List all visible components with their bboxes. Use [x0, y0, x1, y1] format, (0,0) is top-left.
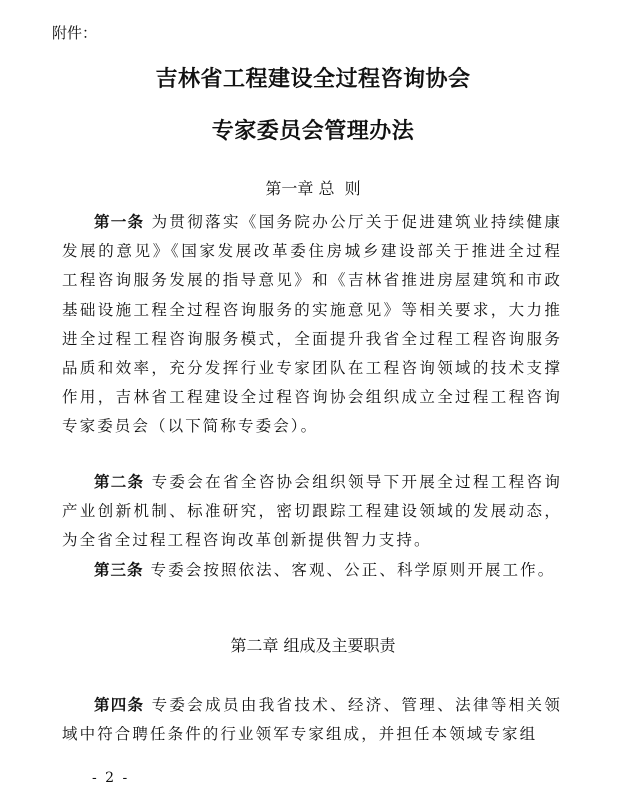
attachment-label: 附件：: [52, 24, 98, 42]
article-3-label: 第三条: [94, 560, 144, 579]
article-2-label: 第二条: [94, 472, 145, 491]
article-1-label: 第一条: [94, 212, 145, 231]
document-title-line2: 专家委员会管理办法: [211, 118, 415, 144]
article-4: [62, 690, 562, 749]
article-4-label: 第四条: [94, 695, 145, 714]
article-2-text: 专委会在省全咨协会组织领导下开展全过程工程咨询产业创新机制、标准研究，密切跟踪工程建设领域的发展动态，为全省全过程工程咨询改革创新提供智力支持。: [62, 473, 562, 550]
chapter-1-heading: 第一章 总 则: [265, 179, 361, 198]
chapter-2-heading: 第二章 组成及主要职责: [230, 636, 396, 655]
article-1-text: 为贯彻落实《国务院办公厅关于促进建筑业持续健康发展的意见》《国家发展改革委住房城乡建设部关于推进全过程工程咨询服务发展的指导意见》和《吉林省推进房屋建筑和市政基础设施工程全过程咨询服务的实施意见》等相关要求，大力推进全过程工程咨询服务模式，全面提升我省全过程工程咨询服务品质和效率，充分发挥行业专家团队在工程咨询领域的技术支撑作用，吉林省工程建设全过程咨询协会组织成立全过程工程咨询专家委员会（以下简称专委会）。: [62, 213, 562, 436]
article-3-text: 专委会按照依法、客观、公正、科学原则开展工作。: [143, 561, 556, 579]
article-1: [62, 207, 562, 442]
document-title-line1: 吉林省工程建设全过程咨询协会: [155, 66, 471, 92]
article-3: [62, 555, 562, 585]
page-number: - 2 -: [92, 770, 130, 786]
article-2: [62, 467, 562, 556]
article-4-text: 专委会成员由我省技术、经济、管理、法律等相关领域中符合聘任条件的行业领军专家组成，并担任本领域专家组: [62, 696, 562, 744]
